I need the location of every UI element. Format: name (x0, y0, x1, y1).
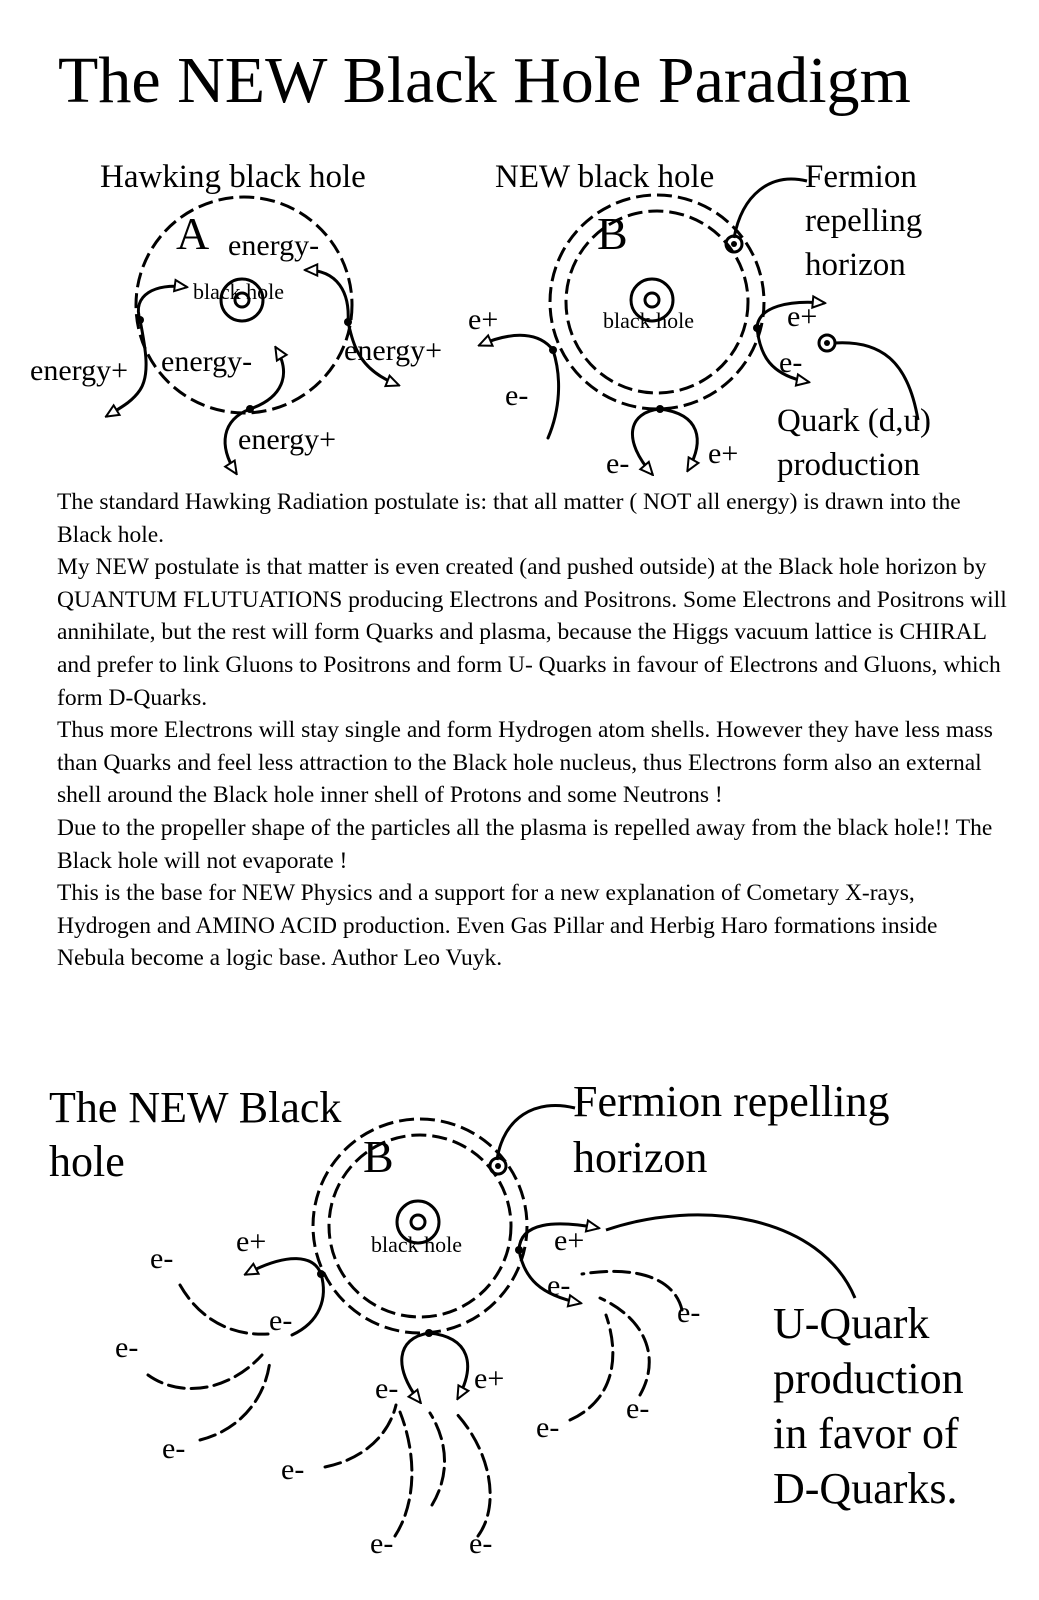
hawking-black-hole-diagram (30, 159, 442, 473)
positron-label-bottom: e+ (708, 437, 739, 470)
bottom-pair-dot-left (317, 1270, 325, 1278)
hawking-pair-dot-bottom (246, 405, 254, 413)
hawking-caption: Hawking black hole (100, 159, 366, 195)
fermion-label-line-2: repelling (805, 203, 923, 239)
hawking-pair-dot-right (344, 318, 352, 326)
bottom-horizon-inner (329, 1135, 511, 1317)
electron-label-bottom: e- (606, 447, 630, 480)
fermion-repelling-horizon-outer (550, 195, 764, 409)
stray-electron-label-1: e- (150, 1242, 174, 1275)
new-bh-pair-dot-right (753, 324, 761, 332)
hawking-core-label: black hole (193, 279, 285, 304)
plasma-stream-left-4 (325, 1405, 396, 1467)
plasma-stream-right-1 (570, 1315, 613, 1420)
stray-electron-label-4: e- (281, 1453, 305, 1486)
quark-particle-inner (824, 340, 830, 346)
bottom-letter-b: B (363, 1131, 394, 1182)
u-quark-label-line-1: U-Quark (773, 1299, 930, 1348)
bottom-title-line-1: The NEW Black (49, 1083, 342, 1132)
new-bh-letter-b: B (597, 208, 628, 259)
stray-electron-label-6: e- (469, 1527, 493, 1560)
plasma-stream-left-3 (200, 1360, 270, 1440)
u-quark-label-line-4: D-Quarks. (773, 1464, 958, 1513)
positron-arrow-bottom (660, 409, 697, 470)
plasma-stream-bottom-3 (455, 1412, 490, 1536)
paragraph-propeller-shape: Due to the propeller shape of the particles all the plasma is repelled away from the black hole!! The Black hole will not evaporate ! (57, 814, 993, 874)
bottom-electron-label-left: e- (269, 1304, 293, 1337)
positron-arrow-left (480, 335, 553, 350)
electron-arrow-bottom (632, 409, 660, 474)
energy-plus-label-right: energy+ (344, 334, 442, 367)
paragraph-hawking-postulate: The standard Hawking Radiation postulate is: that all matter ( NOT all energy) is drawn into the Black hole. (57, 489, 961, 548)
fermion-label-line-1: Fermion (805, 159, 917, 195)
bottom-positron-label-bottom: e+ (474, 1362, 505, 1395)
bottom-core-label: black hole (371, 1232, 463, 1257)
fermion-label-leader (734, 179, 807, 238)
fermion-repelling-horizon-inner (566, 211, 748, 393)
fermion-label-line-3: horizon (805, 247, 906, 283)
stray-electron-label-8: e- (626, 1392, 650, 1425)
bottom-positron-label-right: e+ (554, 1224, 585, 1257)
hawking-letter-a: A (176, 208, 210, 259)
new-bh-pair-dot-bottom (656, 405, 664, 413)
bottom-electron-arrow-bottom (402, 1333, 429, 1402)
paragraph-new-postulate: My NEW postulate is that matter is even created (and pushed outside) at the Black hole horizon by QUANTUM FLUTUATIONS producing Electrons and Positrons. Some Electrons and Positrons will annihilate, but the rest will form Quarks and plasma, because the Higgs vacuum lattice is CHIRAL and prefer to link Gluons to Positrons and form U- Quarks in favour of Electrons and Gluons, which form D-Quarks. (57, 554, 1007, 711)
stray-electron-label-3: e- (162, 1432, 186, 1465)
stray-electron-label-7: e- (536, 1411, 560, 1444)
bottom-title-line-2: hole (49, 1137, 125, 1186)
bottom-horizon-outer (313, 1119, 527, 1333)
paragraph-new-physics: This is the base for NEW Physics and a support for a new explanation of Cometary X-rays, Hydrogen and AMINO ACID production. Even Gas Pillar and Herbig Haro formations inside Nebula become a logic base. Author Leo Vuyk. (57, 880, 938, 972)
fermion-particle-inner (731, 241, 737, 247)
energy-plus-label-left: energy+ (30, 354, 128, 387)
u-quark-label-line-3: in favor of (773, 1409, 959, 1458)
energy-minus-label-left: energy- (161, 345, 253, 378)
bottom-positron-arrow-bottom (429, 1333, 468, 1398)
bottom-electron-label-bottom: e- (375, 1372, 399, 1405)
paragraph-electron-shells: Thus more Electrons will stay single and form Hydrogen atom shells. However they have less mass than Quarks and feel less attraction to the Black hole nucleus, thus Electrons form also an external shell around the Black hole inner shell of Protons and some Neutrons ! (57, 717, 993, 809)
new-bh-core-label: black hole (603, 308, 695, 333)
hawking-pair-dot-left (136, 316, 144, 324)
new-bh-caption: NEW black hole (495, 159, 715, 195)
plasma-stream-left-2 (148, 1355, 262, 1389)
electron-arrow-left (548, 350, 559, 438)
energy-minus-arrow-left-in (138, 286, 186, 320)
plasma-stream-right-3 (582, 1271, 682, 1310)
bottom-new-black-hole-diagram (49, 1077, 964, 1560)
page-title: The NEW Black Hole Paradigm (58, 44, 911, 117)
electron-plasma-streams (148, 1271, 682, 1536)
energy-minus-label-top: energy- (228, 229, 320, 262)
bottom-fermion-leader (497, 1105, 575, 1160)
electron-label-left: e- (505, 379, 529, 412)
bottom-fermion-label-line-1: Fermion repelling (573, 1077, 890, 1126)
energy-minus-arrow-right-in (306, 270, 348, 322)
u-quark-label-line-2: production (773, 1354, 964, 1403)
energy-plus-label-bottom: energy+ (238, 423, 336, 456)
plasma-stream-bottom-1 (395, 1412, 412, 1536)
stray-electron-label-5: e- (370, 1527, 394, 1560)
bottom-core-inner (411, 1215, 425, 1229)
quark-label-line-2: production (777, 447, 920, 483)
quark-label-line-1: Quark (d,u) (777, 403, 931, 439)
bottom-pair-dot-bottom (425, 1329, 433, 1337)
bottom-electron-arrow-left (292, 1274, 323, 1335)
new-bh-pair-dot-left (549, 346, 557, 354)
bottom-fermion-label-line-2: horizon (573, 1133, 708, 1182)
electron-label-right: e- (779, 346, 803, 379)
plasma-stream-left-1 (180, 1285, 268, 1334)
bottom-fermion-particle-inner (495, 1163, 501, 1169)
energy-minus-arrow-bottom-in (250, 348, 284, 409)
u-quark-leader (606, 1215, 855, 1298)
positron-label-left: e+ (468, 303, 499, 336)
new-bh-core-inner (645, 293, 659, 307)
stray-electron-label-9: e- (677, 1296, 701, 1329)
bottom-pair-dot-right (515, 1246, 523, 1254)
bottom-positron-label-left: e+ (236, 1225, 267, 1258)
bottom-positron-arrow-left (246, 1259, 321, 1274)
new-black-hole-diagram (468, 159, 931, 483)
positron-label-right: e+ (787, 300, 818, 333)
bottom-electron-label-right: e- (547, 1269, 571, 1302)
plasma-stream-bottom-2 (430, 1413, 445, 1505)
stray-electron-label-2: e- (115, 1331, 139, 1364)
explanation-text (57, 486, 1007, 975)
